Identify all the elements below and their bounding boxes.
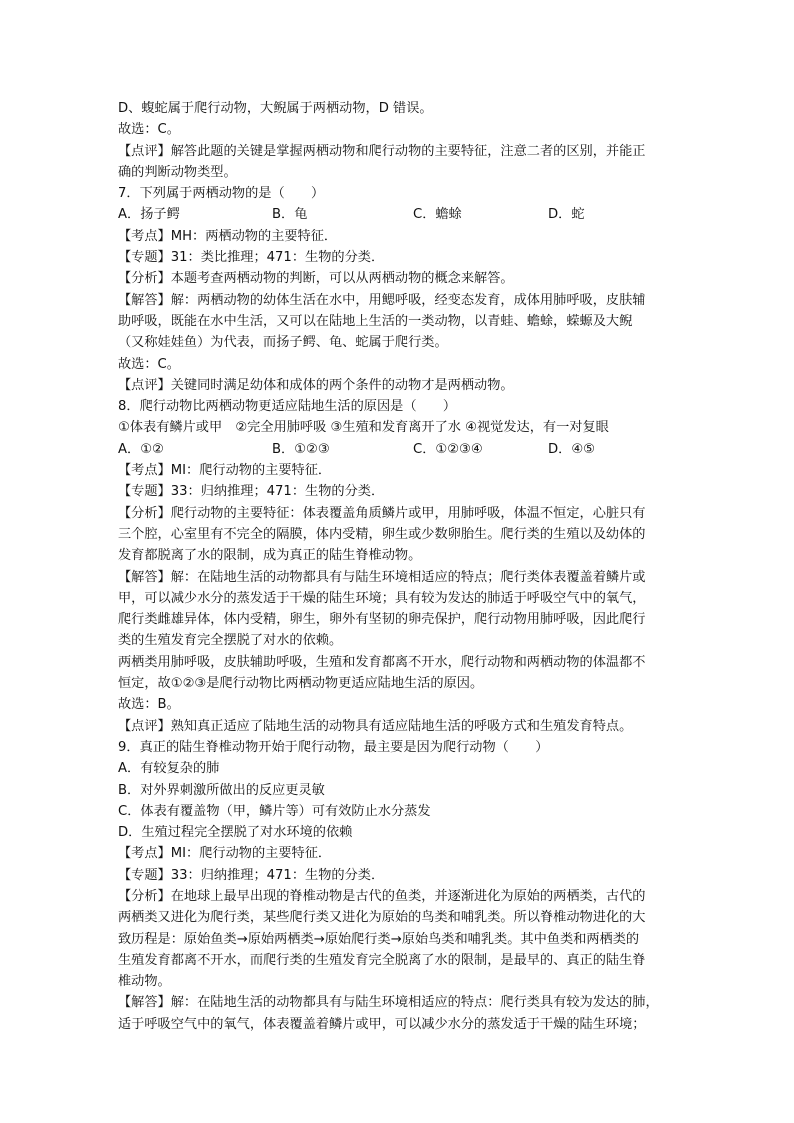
text-line: 故选：B。 (118, 697, 180, 713)
option-d: D．生殖过程完全摆脱了对水环境的依赖 (118, 825, 353, 841)
text-line: 【考点】MI：爬行动物的主要特征． (118, 846, 332, 862)
option-c: C．体表有覆盖物（甲，鳞片等）可有效防止水分蒸发 (118, 803, 431, 819)
option-b: B．①②③ (272, 441, 330, 457)
text-line: 【解答】解：在陆地生活的动物都具有与陆生环境相适应的特点：爬行类具有较为发达的肺， (118, 995, 659, 1011)
text-line: 类的生殖发育完全摆脱了对水的依赖。 (118, 633, 343, 649)
text-line: 【分析】在地球上最早出现的脊椎动物是古代的鱼类，并逐渐进化为原始的两栖类，古代的 (118, 888, 646, 904)
question-7-analysis (118, 226, 684, 439)
text-line: 【解答】解：在陆地生活的动物都具有与陆生环境相适应的特点；爬行类体表覆盖着鳞片或 (118, 569, 646, 585)
text-line: 【解答】解：两栖动物的幼体生活在水中，用鳃呼吸，经变态发育，成体用肺呼吸，皮肤辅 (118, 292, 646, 308)
text-line: 【分析】爬行动物的主要特征：体表覆盖角质鳞片或甲，用肺呼吸，体温不恒定，心脏只有 (118, 505, 646, 521)
text-line: 助呼吸，既能在水中生活，又可以在陆地上生活的一类动物，以青蛙、蟾蜍，蝾螈及大鲵 (118, 313, 633, 329)
option-b: B．龟 (272, 207, 308, 223)
question-8-options (118, 439, 684, 460)
text-line: 两栖类又进化为爬行类，某些爬行类又进化为原始的鸟类和哺乳类。所以脊椎动物进化的大 (118, 910, 646, 926)
question-8-stem: 8．爬行动物比两栖动物更适应陆地生活的原因是（ ） (118, 399, 457, 415)
text-line: 发育都脱离了水的限制，成为真正的陆生脊椎动物。 (118, 548, 422, 564)
text-line: 甲，可以减少水分的蒸发适于干燥的陆生环境；具有较为发达的肺适于呼吸空气中的氧气， (118, 590, 646, 606)
text-line: 爬行类雌雄异体，体内受精，卵生，卵外有坚韧的卵壳保护，爬行动物用肺呼吸，因此爬行 (118, 612, 646, 628)
question-9-stem: 9．真正的陆生脊椎动物开始于爬行动物，最主要是因为爬行动物（ ） (118, 739, 549, 755)
text-line: 适于呼吸空气中的氧气，体表覆盖着鳞片或甲，可以减少水分的蒸发适于干燥的陆生环境； (118, 1016, 646, 1032)
option-a: A．有较复杂的肺 (118, 761, 220, 777)
text-line: 故选：C。 (118, 356, 180, 372)
text-line: 【考点】MI：爬行动物的主要特征． (118, 463, 332, 479)
text-line: 椎动物。 (118, 974, 171, 990)
text-line: 【点评】关键同时满足幼体和成体的两个条件的动物才是两栖动物。 (118, 377, 514, 393)
option-a: A．①② (118, 441, 164, 457)
text-line: 【专题】31：类比推理；471：生物的分类． (118, 250, 385, 266)
text-line: 【考点】MH：两栖动物的主要特征． (118, 228, 338, 244)
option-d: D．④⑤ (548, 441, 595, 457)
text-line: 两栖类用肺呼吸，皮肤辅助呼吸，生殖和发育都离不开水，爬行动物和两栖动物的体温都不 (118, 654, 646, 670)
text-line: 故选：C。 (118, 122, 180, 138)
text-line: 【专题】33：归纳推理；471：生物的分类． (118, 867, 385, 883)
text-line: 生殖发育都离不开水，而爬行类的生殖发育完全脱离了水的限制，是最早的、真正的陆生脊 (118, 952, 646, 968)
option-c: C．蟾蜍 (413, 207, 462, 223)
text-line: 三个腔，心室里有不完全的隔膜，体内受精，卵生或少数卵胎生。爬行类的生殖以及幼体的 (118, 526, 646, 542)
option-c: C．①②③④ (413, 441, 483, 457)
option-a: A．扬子鳄 (118, 207, 180, 223)
question-7-stem: 7．下列属于两栖动物的是（ ） (118, 186, 325, 202)
text-line: 致历程是：原始鱼类→原始两栖类→原始爬行类→原始鸟类和哺乳类。其中鱼类和两栖类的 (118, 931, 640, 947)
text-line: （又称娃娃鱼）为代表，而扬子鳄、龟、蛇属于爬行类。 (118, 335, 448, 351)
text-block-top (118, 98, 684, 204)
text-line: 【分析】本题考查两栖动物的判断，可以从两栖动物的概念来解答。 (118, 271, 514, 287)
question-8-and-9-block (118, 460, 684, 1035)
text-line: 【点评】解答此题的关键是掌握两栖动物和爬行动物的主要特征，注意二者的区别，并能正 (118, 143, 646, 159)
text-line: 【点评】熟知真正适应了陆地生活的动物具有适应陆地生活的呼吸方式和生殖发育特点。 (118, 718, 633, 734)
document-page (118, 98, 684, 1035)
question-8-statements: ①体表有鳞片或甲 ②完全用肺呼吸 ③生殖和发育离开了水 ④视觉发达，有一对复眼 (118, 420, 609, 436)
text-line: D、蝮蛇属于爬行动物，大鲵属于两栖动物，D 错误。 (118, 101, 433, 116)
option-b: B．对外界刺激所做出的反应更灵敏 (118, 782, 325, 798)
text-line: 恒定，故①②③是爬行动物比两栖动物更适应陆地生活的原因。 (118, 676, 484, 692)
question-7-options (118, 204, 684, 225)
option-d: D．蛇 (548, 207, 585, 223)
text-line: 【专题】33：归纳推理；471：生物的分类． (118, 484, 385, 500)
text-line: 确的判断动物类型。 (118, 164, 237, 180)
